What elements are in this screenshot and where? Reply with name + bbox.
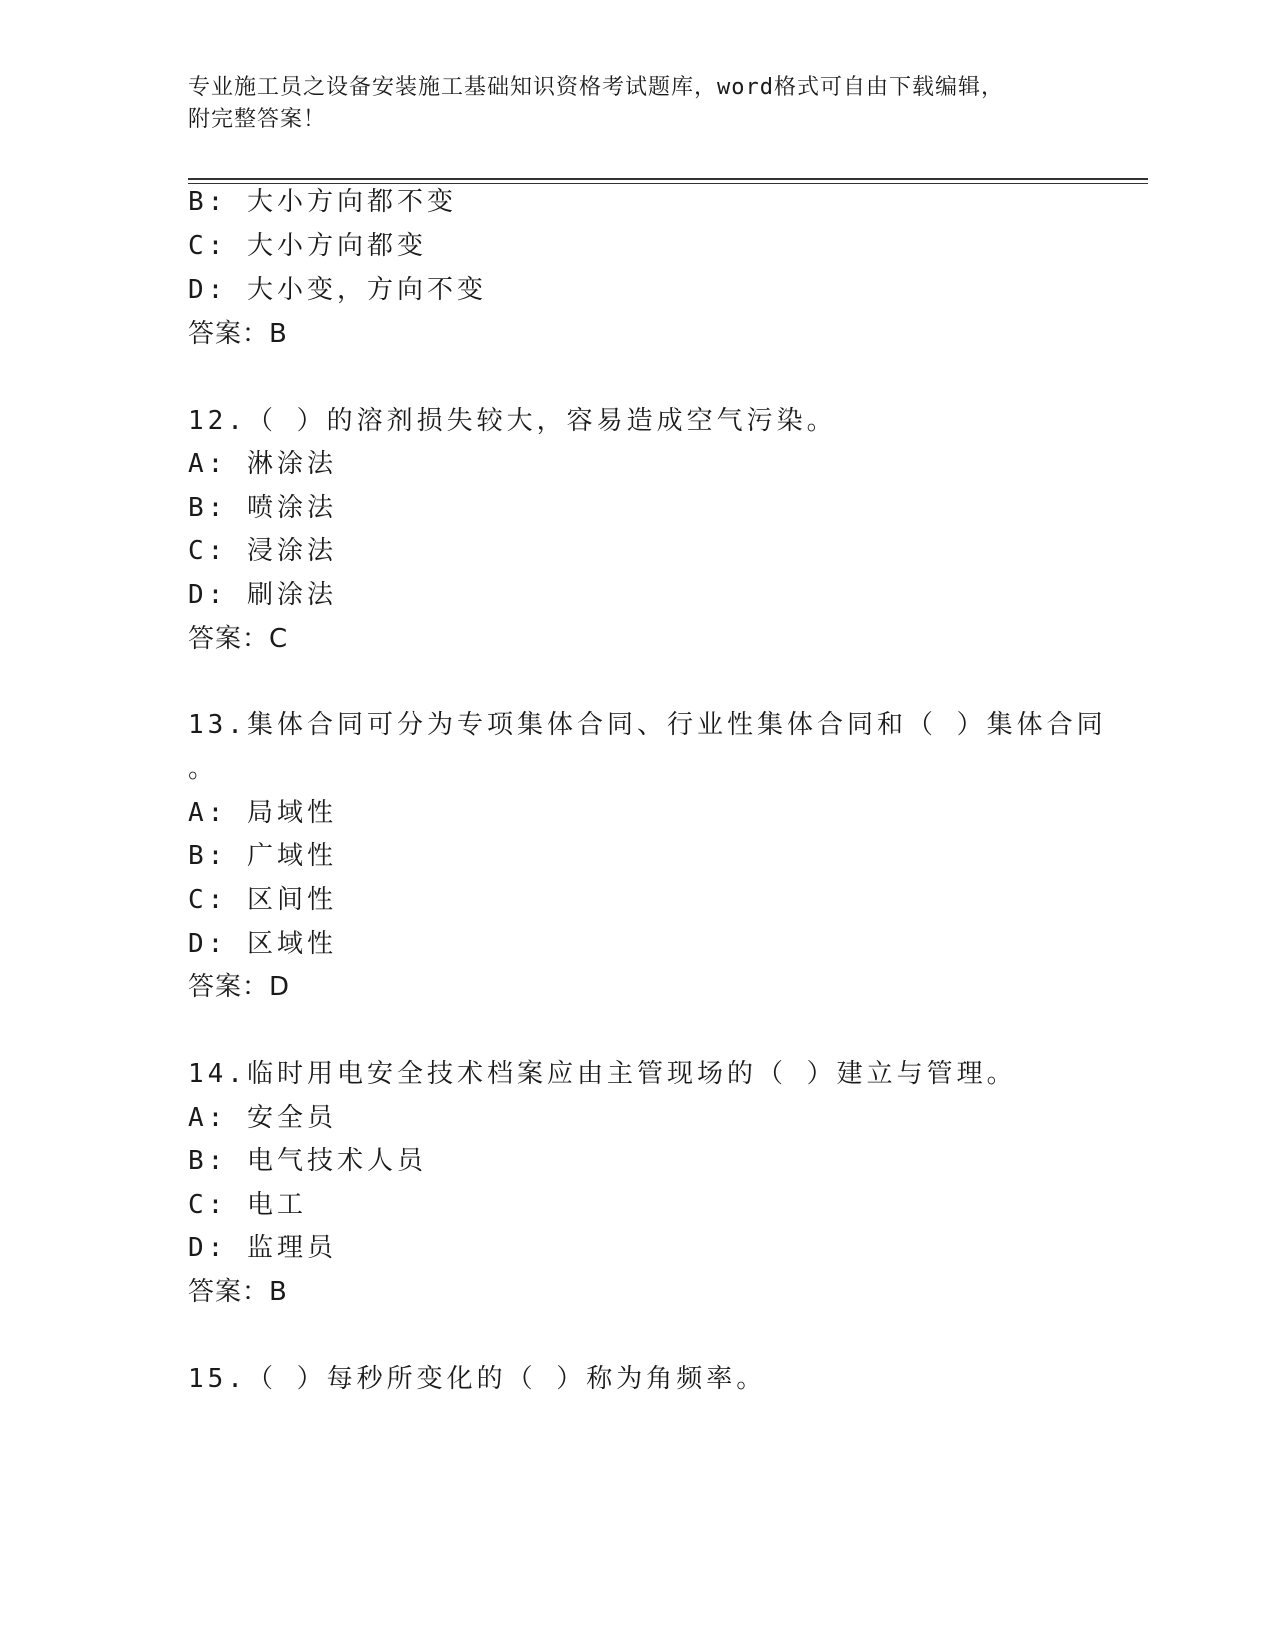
- q13-option-d: D: 区域性: [188, 929, 337, 959]
- q13-option-c: C: 区间性: [188, 885, 337, 915]
- q13-stem: 13.集体合同可分为专项集体合同、行业性集体合同和（ ）集体合同: [188, 710, 1107, 740]
- q13-option-a: A: 局域性: [188, 798, 337, 828]
- q13-answer: 答案：D: [188, 972, 291, 1002]
- header-divider: [188, 178, 1148, 184]
- q13-stem-continued: 。: [188, 754, 219, 784]
- q12-option-b: B: 喷涂法: [188, 493, 337, 523]
- q14-option-d: D: 监理员: [188, 1233, 337, 1263]
- q14-option-b: B: 电气技术人员: [188, 1146, 427, 1176]
- q12-option-d: D: 刷涂法: [188, 580, 337, 610]
- header-line-1: 专业施工员之设备安装施工基础知识资格考试题库，word格式可自由下载编辑，: [188, 75, 1004, 100]
- q14-option-a: A: 安全员: [188, 1103, 337, 1133]
- q14-option-c: C: 电工: [188, 1190, 307, 1220]
- document-header: [188, 72, 1088, 136]
- q11-option-d: D: 大小变，方向不变: [188, 275, 487, 305]
- q11-option-b: B: 大小方向都不变: [188, 187, 457, 217]
- q12-answer: 答案：C: [188, 624, 289, 654]
- q13-option-b: B: 广域性: [188, 841, 337, 871]
- q15-stem: 15.（ ）每秒所变化的（ ）称为角频率。: [188, 1364, 767, 1394]
- q11-option-c: C: 大小方向都变: [188, 231, 427, 261]
- q12-option-c: C: 浸涂法: [188, 536, 337, 566]
- q14-answer: 答案：B: [188, 1277, 288, 1307]
- q11-answer: 答案：B: [188, 319, 288, 349]
- header-line-2: 附完整答案！: [188, 107, 327, 132]
- q12-stem: 12.（ ）的溶剂损失较大，容易造成空气污染。: [188, 406, 837, 436]
- q12-option-a: A: 淋涂法: [188, 449, 337, 479]
- q14-stem: 14.临时用电安全技术档案应由主管现场的（ ）建立与管理。: [188, 1059, 1017, 1089]
